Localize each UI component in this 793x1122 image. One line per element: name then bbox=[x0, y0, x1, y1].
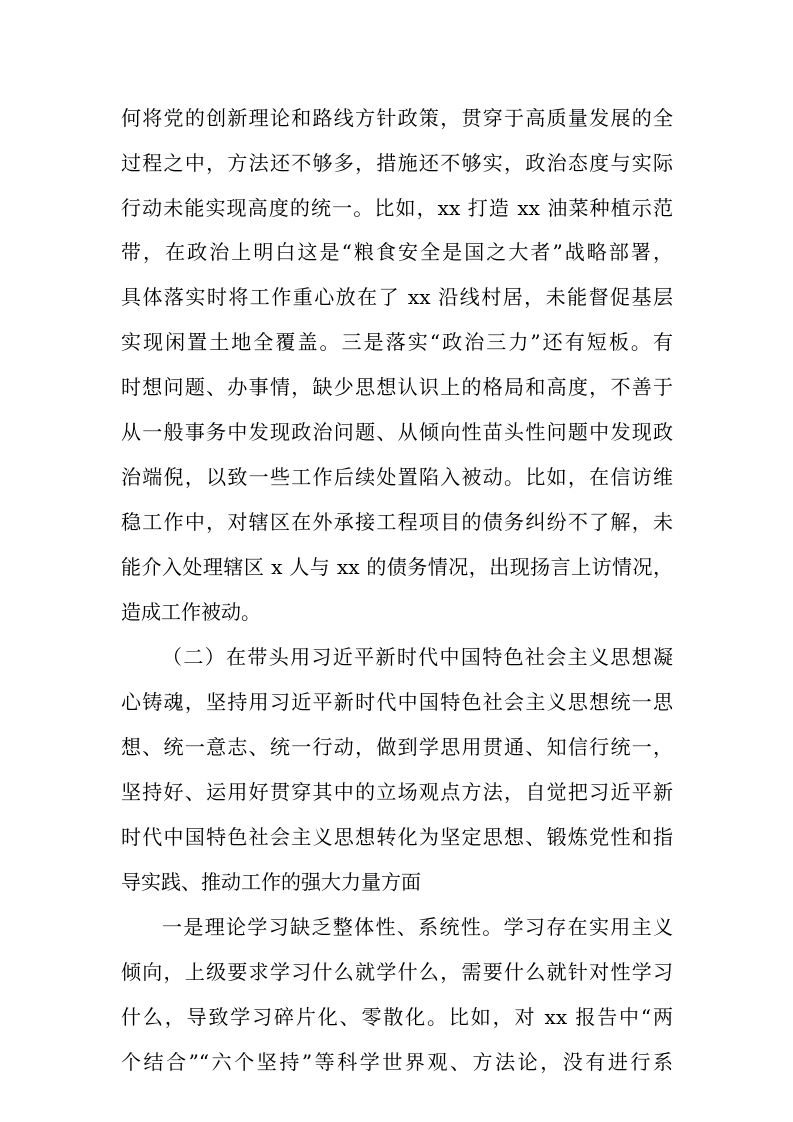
text-line: 具体落实时将工作重心放在了 xx 沿线村居，未能督促基层 bbox=[121, 285, 673, 309]
section-heading-line: （二）在带头用习近平新时代中国特色社会主义思想凝 bbox=[162, 645, 673, 669]
text-line: 带，在政治上明白这是“粮食安全是国之大者”战略部署， bbox=[121, 240, 673, 264]
section-heading-line: 想、统一意志、统一行动，做到学思用贯通、知信行统一， bbox=[121, 735, 673, 759]
text-line: 一是理论学习缺乏整体性、系统性。学习存在实用主义 bbox=[162, 915, 673, 939]
text-line: 什么，导致学习碎片化、零散化。比如，对 xx 报告中“两 bbox=[121, 1005, 673, 1029]
text-line: 能介入处理辖区 x 人与 xx 的债务情况，出现扬言上访情况， bbox=[121, 555, 673, 579]
text-line: 时想问题、办事情，缺少思想认识上的格局和高度，不善于 bbox=[121, 375, 673, 399]
text-line: 何将党的创新理论和路线方针政策，贯穿于高质量发展的全 bbox=[121, 106, 673, 130]
text-line: 造成工作被动。 bbox=[121, 600, 261, 624]
text-line: 实现闲置土地全覆盖。三是落实“政治三力”还有短板。有 bbox=[121, 330, 673, 354]
section-heading-line: 心铸魂，坚持用习近平新时代中国特色社会主义思想统一思 bbox=[121, 690, 673, 714]
text-line: 个结合”“六个坚持”等科学世界观、方法论，没有进行系 bbox=[121, 1050, 673, 1074]
section-heading-line: 时代中国特色社会主义思想转化为坚定思想、锻炼党性和指 bbox=[121, 825, 673, 849]
text-line: 稳工作中，对辖区在外承接工程项目的债务纠纷不了解，未 bbox=[121, 510, 673, 534]
section-heading-line: 导实践、推动工作的强大力量方面 bbox=[121, 870, 421, 894]
text-line: 治端倪，以致一些工作后续处置陷入被动。比如，在信访维 bbox=[121, 465, 673, 489]
text-line: 从一般事务中发现政治问题、从倾向性苗头性问题中发现政 bbox=[121, 420, 673, 444]
text-line: 过程之中，方法还不够多，措施还不够实，政治态度与实际 bbox=[121, 151, 673, 175]
text-line: 倾向，上级要求学习什么就学什么，需要什么就针对性学习 bbox=[121, 960, 673, 984]
text-line: 行动未能实现高度的统一。比如，xx 打造 xx 油菜种植示范 bbox=[121, 196, 673, 220]
section-heading-line: 坚持好、运用好贯穿其中的立场观点方法，自觉把习近平新 bbox=[121, 780, 673, 804]
